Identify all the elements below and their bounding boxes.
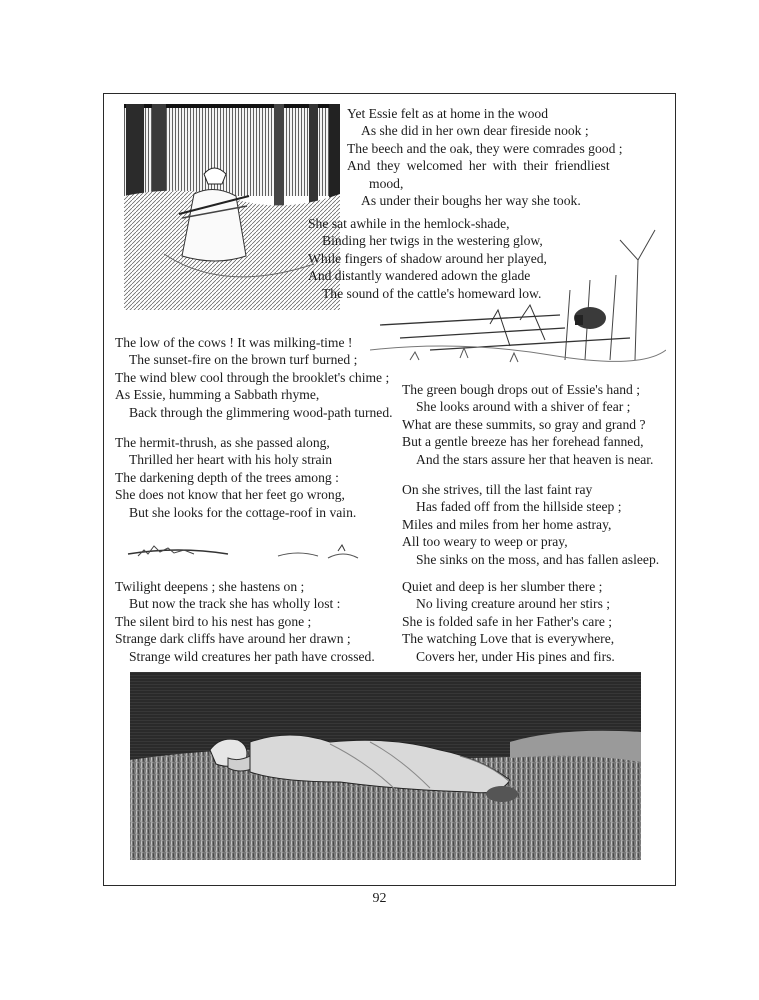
verse-line: All too weary to weep or pray,	[402, 534, 568, 550]
verse-line: Twilight deepens ; she hastens on ;	[115, 579, 305, 594]
verse-line: But a gentle breeze has her forehead fanned,	[402, 434, 644, 450]
verse-line: As Essie, humming a Sabbath rhyme,	[115, 387, 320, 403]
verse-line: On she strives, till the last faint ray	[402, 482, 593, 497]
stanza-1	[347, 105, 623, 209]
verse-line: The green bough drops out of Essie's hand ;	[402, 382, 641, 397]
verse-line: The watching Love that is everywhere,	[402, 631, 615, 647]
page-number: 92	[372, 891, 387, 906]
verse-line: The sound of the cattle's homeward low.	[322, 285, 542, 301]
verse-line: Binding her twigs in the westering glow,	[322, 233, 543, 249]
verse-line: She sat awhile in the hemlock-shade,	[308, 216, 510, 231]
verse-line: But now the track she has wholly lost :	[129, 596, 341, 612]
verse-line: She looks around with a shiver of fear ;	[416, 399, 631, 415]
verse-line: As she did in her own dear fireside nook ;	[361, 123, 589, 139]
verse-line: The sunset-fire on the brown turf burned ;	[129, 352, 358, 368]
verse-line: The hermit-thrush, as she passed along,	[115, 435, 330, 450]
stanza-7	[402, 481, 659, 568]
verse-line: The wind blew cool through the brooklet's chime ;	[115, 369, 390, 385]
verse-line: Thrilled her heart with his holy strain	[129, 452, 333, 468]
verse-line: The darkening depth of the trees among :	[115, 469, 339, 485]
verse-line: And distantly wandered adown the glade	[308, 268, 531, 284]
verse-line: What are these summits, so gray and grand ?	[402, 416, 646, 432]
verse-line: While fingers of shadow around her played,	[308, 250, 547, 266]
verse-line: The silent bird to his nest has gone ;	[115, 613, 312, 629]
verse-line: Miles and miles from her home astray,	[402, 516, 612, 532]
stanza-6	[402, 381, 653, 468]
stanza-2	[308, 215, 547, 302]
stanza-8	[402, 578, 615, 665]
verse-line: mood,	[369, 175, 404, 191]
verse-line: Strange wild creatures her path have crossed.	[129, 648, 375, 664]
verse-line: She is folded safe in her Father's care ;	[402, 613, 613, 629]
stanza-4	[115, 434, 356, 521]
verse-line: No living creature around her stirs ;	[416, 596, 611, 612]
verse-line: And the stars assure her that heaven is near.	[416, 451, 654, 467]
stanza-3	[115, 334, 393, 421]
verse-line: She does not know that her feet go wrong,	[115, 487, 345, 503]
verse-line: But she looks for the cottage-roof in vain.	[129, 504, 357, 520]
illustration-sleeping-girl	[130, 672, 641, 860]
verse-line: Has faded off from the hillside steep ;	[416, 499, 622, 515]
verse-line: She sinks on the moss, and has fallen asleep.	[416, 551, 660, 567]
vignette-landscape	[118, 536, 368, 566]
verse-line: The beech and the oak, they were comrades good ;	[347, 140, 623, 156]
verse-line: Back through the glimmering wood-path turned.	[129, 404, 393, 420]
verse-line: As under their boughs her way she took.	[361, 193, 581, 209]
verse-line: Strange dark cliffs have around her drawn ;	[115, 631, 351, 647]
stanza-5	[115, 578, 375, 665]
verse-line: And they welcomed her with their friendliest	[347, 158, 610, 174]
verse-line: Quiet and deep is her slumber there ;	[402, 579, 603, 594]
verse-line: Yet Essie felt as at home in the wood	[347, 106, 548, 121]
verse-line: Covers her, under His pines and firs.	[416, 648, 615, 664]
verse-line: The low of the cows ! It was milking-time !	[115, 335, 353, 350]
